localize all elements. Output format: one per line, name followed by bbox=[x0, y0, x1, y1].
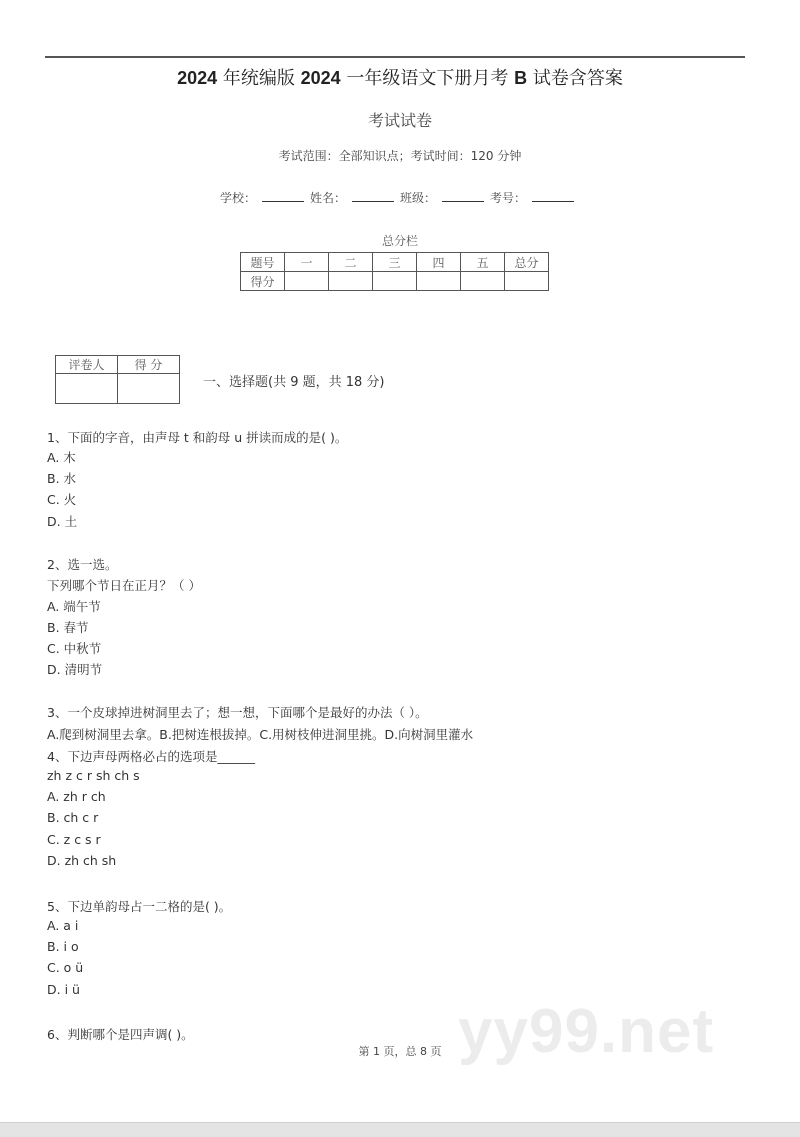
score-table: 题号 一 二 三 四 五 总分 得分 bbox=[240, 252, 549, 291]
question-line: D. 土 bbox=[47, 514, 78, 529]
question-line: B. i o bbox=[47, 939, 79, 954]
document-subtitle: 考试试卷 bbox=[367, 111, 432, 130]
question-line: A. zh r ch bbox=[47, 789, 106, 804]
question-line: C. 中秋节 bbox=[47, 641, 102, 656]
question-line: B. 春节 bbox=[47, 620, 89, 635]
score-table-caption: 总分栏 bbox=[381, 234, 418, 248]
question-line: 5、下边单韵母占一二格的是( )。 bbox=[47, 899, 232, 914]
question-line: A. 端午节 bbox=[47, 599, 101, 614]
student-info: 学校： 姓名： 班级： 考号： bbox=[0, 189, 800, 206]
question-line: D. i ü bbox=[47, 982, 80, 997]
question-line: A. 木 bbox=[47, 450, 76, 465]
question-line: B. 水 bbox=[47, 471, 77, 486]
question-line: C. z c s r bbox=[47, 832, 101, 847]
question-line: 3、一个皮球掉进树洞里去了；想一想，下面哪个是最好的办法（ ）。 bbox=[47, 705, 428, 720]
question-line: D. zh ch sh bbox=[47, 853, 117, 868]
question-line: C. 火 bbox=[47, 492, 77, 507]
bottom-band bbox=[0, 1122, 800, 1137]
question-line: C. o ü bbox=[47, 960, 84, 975]
page-footer: 第 1 页，总 8 页 bbox=[358, 1045, 442, 1058]
question-line: B. ch c r bbox=[47, 810, 99, 825]
question-line: A. a i bbox=[47, 918, 79, 933]
question-line: 6、判断哪个是四声调( )。 bbox=[47, 1027, 194, 1042]
question-line: D. 清明节 bbox=[47, 662, 103, 677]
section-heading: 一、选择题(共 9 题，共 18 分) bbox=[203, 375, 385, 390]
document-title: 2024 年统编版 2024 一年级语文下册月考 B 试卷含答案 bbox=[177, 68, 623, 89]
question-line: zh z c r sh ch s bbox=[47, 768, 140, 783]
top-rule bbox=[45, 56, 745, 58]
question-line: 1、下面的字音，由声母 t 和韵母 u 拼读而成的是( )。 bbox=[47, 430, 348, 445]
question-line: 2、选一选。 bbox=[47, 557, 118, 572]
question-line: A.爬到树洞里去拿。B.把树连根拔掉。C.用树枝伸进洞里挑。D.向树洞里灌水 bbox=[47, 727, 474, 742]
grader-table: 评卷人 得 分 bbox=[55, 355, 180, 404]
question-line: 下列哪个节日在正月？（ ） bbox=[47, 578, 201, 593]
question-line: 4、下边声母两格必占的选项是______ bbox=[47, 749, 255, 764]
exam-meta: 考试范围：全部知识点；考试时间：120 分钟 bbox=[278, 149, 522, 163]
watermark: yy99.net bbox=[458, 997, 715, 1066]
